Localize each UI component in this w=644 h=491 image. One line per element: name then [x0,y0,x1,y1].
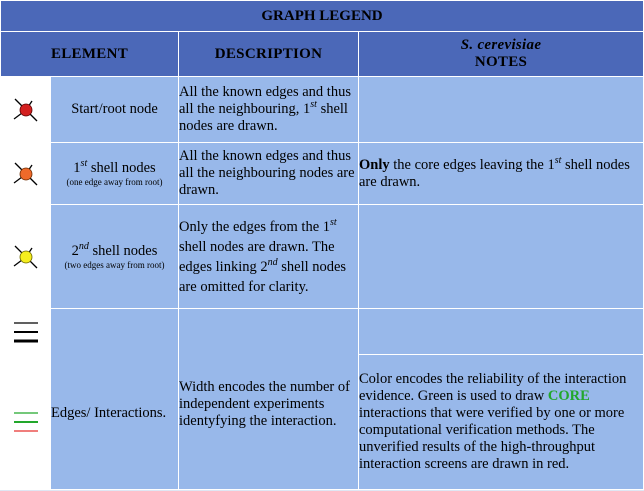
edges-description: Width encodes the number of independent experiments identyfying the interaction. [179,309,359,490]
root-node-notes [359,77,644,143]
second-shell-node-icon [11,242,41,272]
edge-width-icon [11,317,41,347]
edge-color-icon [11,407,41,437]
root-node-name: Start/root node [51,77,179,143]
second-shell-icon-cell [1,205,51,309]
second-shell-notes [359,205,644,309]
first-shell-subtitle: (one edge away from root) [66,176,163,187]
header-notes [359,32,644,77]
second-shell-subtitle: (two edges away from root) [64,259,165,270]
first-shell-name: 1st shell nodes (one edge away from root) [51,143,179,205]
edges-name: Edges/ Interactions. [51,309,179,490]
legend-title: GRAPH LEGEND [1,1,644,32]
first-shell-node-icon [11,159,41,189]
core-label: CORE [547,388,590,404]
header-notes-species: S. cerevisiae [460,37,542,53]
header-element: ELEMENT [1,32,179,77]
edges-notes-empty [359,309,644,355]
root-node-description: All the known edges and thus all the neighbouring, 1st shell nodes are drawn. [179,77,359,143]
first-shell-notes: Only the core edges leaving the 1st shell nodes are drawn. [359,143,644,205]
header-notes-label: NOTES [474,54,528,70]
legend-row-edges-width [1,309,644,355]
first-shell-icon-cell [1,143,51,205]
legend-row-second-shell [1,205,644,309]
first-shell-description: All the known edges and thus all the neighbouring nodes are drawn. [179,143,359,205]
edge-color-icon-cell [1,355,51,490]
edge-width-icon-cell [1,309,51,355]
second-shell-description: Only the edges from the 1st shell nodes are drawn. The edges linking 2nd shell nodes are omitted for clarity. [179,205,359,309]
legend-row-first-shell [1,143,644,205]
root-node-icon-cell [1,77,51,143]
root-node-icon [11,95,41,125]
legend-row-root [1,77,644,143]
second-shell-name: 2nd shell nodes (two edges away from root) [51,205,179,309]
edges-notes: Color encodes the reliability of the interaction evidence. Green is used to draw CORE interactions that were verified by one or more computational verification methods. The unverified results of the high-throughput interaction screens are drawn in red. [359,355,644,490]
header-description: DESCRIPTION [179,32,359,77]
